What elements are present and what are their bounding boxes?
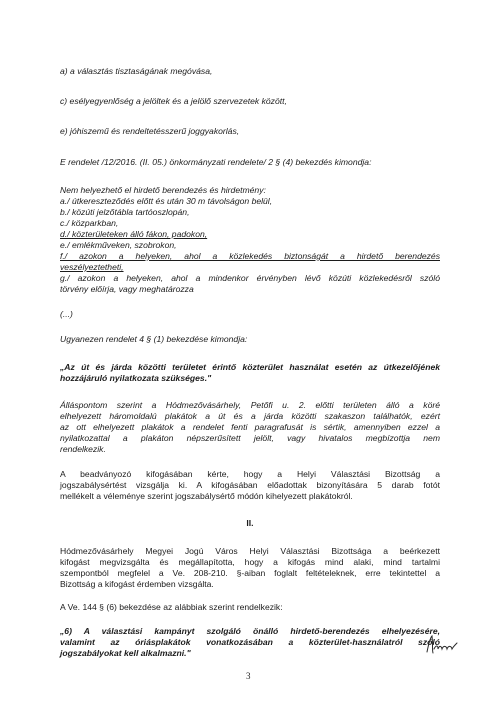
list-item-b: b./ közúti jelzőtábla tartóoszlopán, <box>60 207 190 217</box>
beadvanyozo-line3: mellékelt a véleménye szerint jogszabálysértő módón kihelyezett plakátokról. <box>60 491 353 501</box>
list-item-g-line2: törvény előírja, vagy meghatározza <box>60 284 194 294</box>
quote2-line1: „6) A választási kampányt szolgáló önálló hirdető-berendezés elhelyezésére, <box>60 626 440 636</box>
item-c: c) esélyegyenlőség a jelöltek és a jelölő szervezetek között, <box>60 96 287 106</box>
list-item-c: c./ közparkban, <box>60 218 119 228</box>
item-a: a) a választás tisztaságának megóvása, <box>60 66 213 76</box>
list-item-f-line2: veszélyeztetheti, <box>60 262 124 272</box>
ellipsis: (...) <box>60 309 73 319</box>
allaspont-line2: elhelyezett háromoldalú plakátok a út és a járda közötti szakaszon találhatók, ezért <box>60 411 440 421</box>
list-item-d: d./ közterületeken álló fákon, padokon, <box>60 229 208 239</box>
allaspont-line4: nyilatkozattal a plakáton népszerűsített jelölt, vagy hivatalos megbízottja nem <box>60 433 440 443</box>
quote2-line3: jogszabályokat kell alkalmazni." <box>60 648 191 658</box>
hodmezo-line3: szempontból megfelel a Ve. 208-210. §-aiban foglalt feltételeknek, erre tekintettel a <box>60 568 440 578</box>
quote1-line1: „Az út és járda közötti területet érintő közterület használat esetén az útkezelőjének <box>60 362 440 372</box>
allaspont-line3: az ott elhelyezett plakátok a rendelet fenti paragrafusát is sértik, amennyiben ezzel a <box>60 422 440 432</box>
nem-helyezheto-intro: Nem helyezhető el hirdető berendezés és hirdetmény: <box>60 185 266 195</box>
hodmezo-line1: Hódmezővásárhely Megyei Jogú Város Helyi Választási Bizottsága a beérkezett <box>60 546 440 556</box>
list-item-a: a./ útkereszteződés előtt és után 30 m távolságon belül, <box>60 196 273 206</box>
allaspont-line5: rendelkezik. <box>60 444 106 454</box>
ugyanezen-heading: Ugyanezen rendelet 4 § (1) bekezdése kimondja: <box>60 334 248 344</box>
beadvanyozo-line2: jogszabálysértést vizsgálja ki. A kifogásában előadottak bizonyítására 5 darab fotót <box>60 480 440 490</box>
allaspont-line1: Álláspontom szerint a Hódmezővásárhely, Petőfi u. 2. előtti területen álló a köré <box>60 400 440 410</box>
list-item-e: e./ emlékműveken, szobrokon, <box>60 240 177 250</box>
beadvanyozo-line1: A beadványozó kifogásában kérte, hogy a Helyi Választási Bizottság a <box>60 469 440 479</box>
item-e: e) jóhiszemű és rendeltetésszerű joggyakorlás, <box>60 126 240 136</box>
quote2-line2: valamint az óriásplakátok vonatkozásában a közterület-használatról szóló <box>60 637 440 647</box>
rendelet-heading: E rendelet /12/2016. (II. 05.) önkormányzati rendelete/ 2 § (4) bekezdés kimondja: <box>60 157 372 167</box>
list-item-g-line1: g./ azokon a helyeken, ahol a mindenkor érvényben lévő közúti közlekedésről szóló <box>60 273 440 283</box>
list-item-f-line1: f./ azokon a helyeken, ahol a közlekedés biztonságát a hirdető berendezés <box>60 251 440 261</box>
hodmezo-line2: kifogást megvizsgálta és megállapította, hogy a kifogás mind alaki, mind tartalmi <box>60 557 440 567</box>
page-number: 3 <box>246 671 251 681</box>
ve144-heading: A Ve. 144 § (6) bekezdése az alábbiak szerint rendelkezik: <box>60 602 283 612</box>
signature-mark <box>424 632 464 658</box>
hodmezo-line4: Bizottság a kifogást érdemben vizsgálta. <box>60 579 214 589</box>
quote1-line2: hozzájáruló nyilatkozata szükséges." <box>60 373 212 383</box>
section-ii-heading: II. <box>246 518 254 528</box>
